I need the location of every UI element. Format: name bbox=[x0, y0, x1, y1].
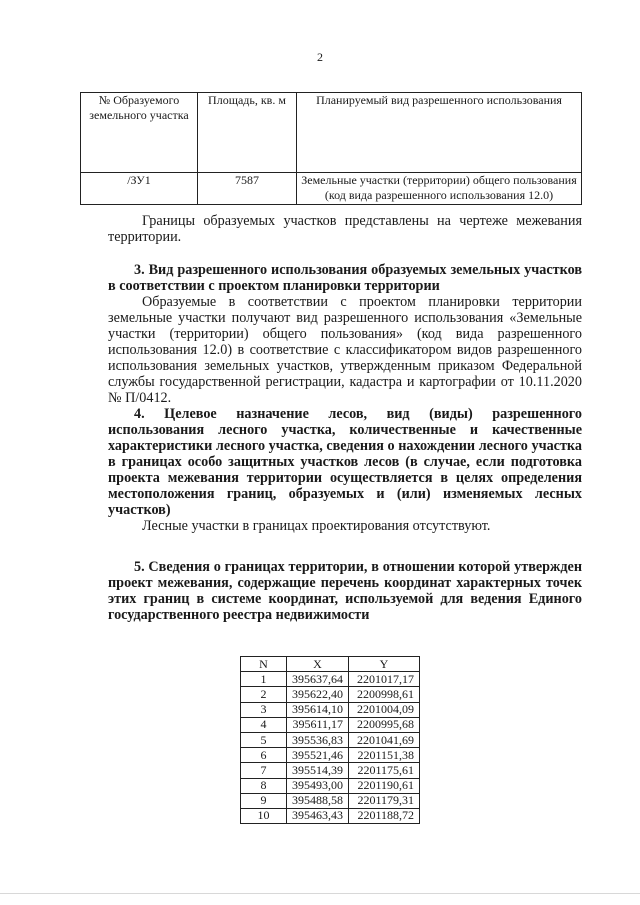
cell-n: 5 bbox=[241, 732, 287, 747]
cell-y: 2201017,17 bbox=[349, 672, 420, 687]
header-x: X bbox=[287, 657, 349, 672]
cell-n: 3 bbox=[241, 702, 287, 717]
table-row bbox=[241, 687, 420, 702]
borders-paragraph: Границы образуемых участков представлены на чертеже межевания территории. bbox=[108, 213, 582, 245]
cell-y: 2201179,31 bbox=[349, 793, 420, 808]
cell-x: 395463,43 bbox=[287, 808, 349, 823]
table-row bbox=[241, 732, 420, 747]
table-row bbox=[241, 717, 420, 732]
cell-x: 395622,40 bbox=[287, 687, 349, 702]
section-3-heading: 3. Вид разрешенного использования образуемых земельных участков в соответствии с проектом планировки территории bbox=[108, 262, 582, 294]
section-4-heading: 4. Целевое назначение лесов, вид (виды) разрешенного использования лесного участка, количественные и качественные характеристики лесного участка, сведения о нахождении лесного участка в границах особо защитных участков лесов (в случае, если подготовка проекта межевания территории осуществляется в целях определения местоположения границ, образуемых и (или) изменяемых лесных участков) bbox=[108, 406, 582, 518]
cell-area: 7587 bbox=[198, 173, 297, 205]
cell-y: 2200995,68 bbox=[349, 717, 420, 732]
cell-y: 2200998,61 bbox=[349, 687, 420, 702]
cell-y: 2201188,72 bbox=[349, 808, 420, 823]
table-row bbox=[241, 702, 420, 717]
coordinates-table-header bbox=[241, 657, 420, 672]
table-row bbox=[241, 672, 420, 687]
page-edge-divider bbox=[0, 893, 640, 894]
cell-n: 2 bbox=[241, 687, 287, 702]
table-row bbox=[81, 173, 582, 205]
land-plot-table bbox=[80, 92, 582, 205]
cell-y: 2201004,09 bbox=[349, 702, 420, 717]
section-3-body: Образуемые в соответствии с проектом планировки территории земельные участки получают вид разрешенного использования «Земельные участки (территории) общего пользования» (код вида разрешенного использования 12.0) в соответствие с классификатором видов разрешенного использования земельных участков, утвержденным приказом Федеральной службы государственной регистрации, кадастра и картографии от 10.11.2020 № П/0412. bbox=[108, 294, 582, 406]
table-row bbox=[241, 778, 420, 793]
cell-y: 2201041,69 bbox=[349, 732, 420, 747]
cell-x: 395614,10 bbox=[287, 702, 349, 717]
cell-permitted-use: Земельные участки (территории) общего пользования (код вида разрешенного использования 12.0) bbox=[297, 173, 582, 205]
cell-x: 395637,64 bbox=[287, 672, 349, 687]
cell-n: 10 bbox=[241, 808, 287, 823]
section-4-body: Лесные участки в границах проектирования отсутствуют. bbox=[142, 518, 491, 534]
cell-x: 395488,58 bbox=[287, 793, 349, 808]
header-area: Площадь, кв. м bbox=[198, 93, 297, 173]
table-row bbox=[241, 748, 420, 763]
cell-y: 2201190,61 bbox=[349, 778, 420, 793]
header-plot-number: № Образуемого земельного участка bbox=[81, 93, 198, 173]
page-number: 2 bbox=[317, 50, 323, 64]
land-plot-table-header bbox=[81, 93, 582, 173]
cell-n: 4 bbox=[241, 717, 287, 732]
table-row bbox=[241, 808, 420, 823]
cell-n: 6 bbox=[241, 748, 287, 763]
coordinates-table bbox=[240, 656, 420, 824]
cell-n: 9 bbox=[241, 793, 287, 808]
cell-n: 1 bbox=[241, 672, 287, 687]
table-row bbox=[241, 763, 420, 778]
section-5-heading: 5. Сведения о границах территории, в отношении которой утвержден проект межевания, содержащие перечень координат характерных точек этих границ в системе координат, используемой для ведения Единого государственного реестра недвижимости bbox=[108, 559, 582, 623]
cell-n: 8 bbox=[241, 778, 287, 793]
cell-y: 2201175,61 bbox=[349, 763, 420, 778]
cell-plot-id: /ЗУ1 bbox=[81, 173, 198, 205]
table-row bbox=[241, 793, 420, 808]
cell-x: 395521,46 bbox=[287, 748, 349, 763]
cell-x: 395611,17 bbox=[287, 717, 349, 732]
header-permitted-use: Планируемый вид разрешенного использования bbox=[297, 93, 582, 173]
cell-x: 395536,83 bbox=[287, 732, 349, 747]
cell-x: 395514,39 bbox=[287, 763, 349, 778]
header-point-number: N bbox=[241, 657, 287, 672]
cell-y: 2201151,38 bbox=[349, 748, 420, 763]
cell-x: 395493,00 bbox=[287, 778, 349, 793]
cell-n: 7 bbox=[241, 763, 287, 778]
header-y: Y bbox=[349, 657, 420, 672]
